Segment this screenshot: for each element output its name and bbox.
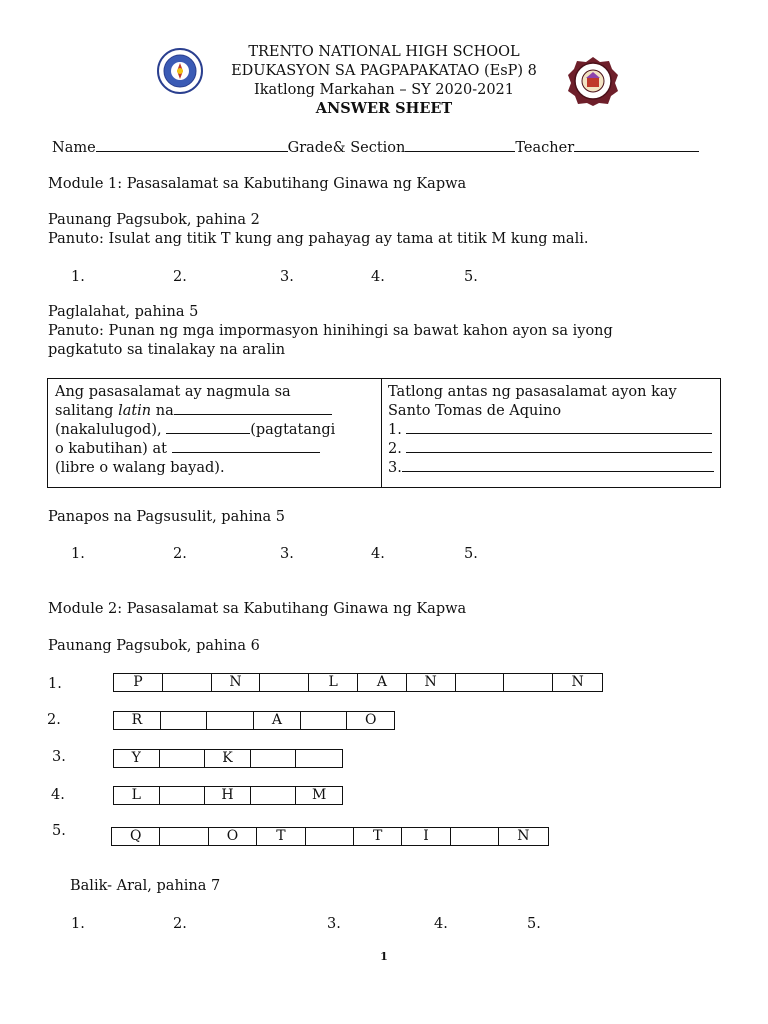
answer-item[interactable]: 4. [371,269,385,285]
blank-field[interactable] [406,421,712,434]
letter-cell[interactable] [163,674,212,691]
grade-section-field[interactable] [405,139,515,152]
box-left-line: Ang pasasalamat ay nagmula sa [55,384,291,400]
letter-grid-5 [111,827,549,846]
module1-synthesis-instruction: Panuto: Punan ng mga impormasyon hinihingi sa bawat kahon ayon sa iyong [48,323,613,339]
review-title: Balik- Aral, pahina 7 [70,878,221,894]
box-left-line [55,440,375,459]
letter-cell[interactable] [161,712,208,729]
letter-cell[interactable] [207,712,254,729]
box-left-text: na [151,403,174,419]
letter-grid-2 [113,711,395,730]
letter-cell[interactable] [160,787,206,804]
letter-cell: K [205,750,251,767]
name-label: Name [52,140,96,156]
page-number: 1 [380,950,388,963]
letter-cell: L [114,787,160,804]
box-left-line [55,402,375,421]
letter-grid-4 [113,786,343,805]
answer-item[interactable]: 3. [280,546,294,562]
info-line [52,139,699,156]
answer-item[interactable]: 3. [327,916,341,932]
letter-cell: A [358,674,407,691]
puzzle-label: 2. [47,712,61,728]
letter-cell: R [114,712,161,729]
module1-title: Module 1: Pasasalamat sa Kabutihang Ginawa ng Kapwa [48,176,467,192]
answer-item[interactable]: 1. [71,269,85,285]
letter-cell: Q [112,828,160,845]
subject-title: EDUKASYON SA PAGPAPAKATAO (EsP) 8 [231,63,537,79]
module1-synthesis-instruction-2: pagkatuto sa tinalakay na aralin [48,342,286,358]
letter-cell: N [212,674,261,691]
letter-cell[interactable] [301,712,348,729]
blank-field[interactable] [166,421,250,434]
answer-item[interactable]: 2. [173,546,187,562]
answer-item[interactable]: 5. [464,546,478,562]
module1-pretest-title: Paunang Pagsubok, pahina 2 [48,212,260,228]
puzzle-label: 4. [51,787,65,803]
latin-word: latin [118,403,152,419]
letter-cell[interactable] [451,828,499,845]
letter-cell[interactable] [160,828,208,845]
box-left-text: o kabutihan) at [55,441,167,457]
letter-cell: T [257,828,305,845]
letter-cell: H [205,787,251,804]
letter-grid-1 [113,673,603,692]
box-left-text: salitang [55,403,119,419]
letter-cell: T [354,828,402,845]
letter-cell[interactable] [251,750,297,767]
module2-pretest-title: Paunang Pagsubok, pahina 6 [48,638,260,654]
review-items [0,916,768,934]
letter-cell: Y [114,750,160,767]
letter-cell[interactable] [251,787,297,804]
letter-grid-3 [113,749,343,768]
module1-posttest-items [0,546,768,564]
answer-item[interactable]: 2. [173,916,187,932]
answer-item[interactable]: 1. [71,546,85,562]
item-number: 2. [388,441,402,457]
teacher-label: Teacher [515,140,575,156]
letter-cell: N [407,674,456,691]
letter-cell: L [309,674,358,691]
letter-cell[interactable] [160,750,206,767]
module1-posttest-title: Panapos na Pagsusulit, pahina 5 [48,509,286,525]
answer-item[interactable]: 5. [464,269,478,285]
answer-item[interactable]: 1. [71,916,85,932]
item-number: 3. [388,460,402,476]
school-name: TRENTO NATIONAL HIGH SCHOOL [248,44,520,60]
module1-pretest-items [0,269,768,287]
latin-blank[interactable] [174,402,332,415]
letter-cell: P [114,674,163,691]
letter-cell[interactable] [306,828,354,845]
blank-field[interactable] [402,459,714,472]
letter-cell[interactable] [504,674,553,691]
box-left-text: (pagtatangi [250,422,336,438]
answer-item[interactable]: 4. [434,916,448,932]
letter-cell[interactable] [296,750,342,767]
answer-item[interactable]: 4. [371,546,385,562]
answer-item[interactable]: 2. [173,269,187,285]
sheet-title: ANSWER SHEET [315,100,453,117]
synthesis-box [47,378,721,488]
blank-field[interactable] [172,440,320,453]
box-left-cell [55,383,375,478]
letter-cell[interactable] [456,674,505,691]
box-right-cell [388,383,718,478]
grade-section-label: Grade& Section [287,140,406,156]
module2-title: Module 2: Pasasalamat sa Kabutihang Ginawa ng Kapwa [48,601,467,617]
box-left-text: (nakalulugod), [55,422,162,438]
module1-synthesis-title: Paglalahat, pahina 5 [48,304,199,320]
answer-item[interactable]: 5. [527,916,541,932]
box-right-line: Santo Tomas de Aquino [388,403,562,419]
box-right-line: Tatlong antas ng pasasalamat ayon kay [388,384,677,400]
box-divider [381,379,382,487]
box-right-item [388,421,718,440]
blank-field[interactable] [406,440,712,453]
term-title: Ikatlong Markahan – SY 2020-2021 [253,82,515,98]
puzzle-label: 5. [52,823,66,839]
letter-cell[interactable] [260,674,309,691]
letter-cell: N [517,828,530,844]
box-right-item [388,459,718,478]
letter-cell: I [402,828,450,845]
box-left-line [55,421,375,440]
box-right-item [388,440,718,459]
letter-cell: O [365,712,377,728]
answer-item[interactable]: 3. [280,269,294,285]
letter-cell: A [254,712,301,729]
letter-cell: M [312,787,327,803]
puzzle-label: 1. [48,676,62,692]
letter-cell: N [571,674,584,690]
name-field[interactable] [96,139,288,152]
item-number: 1. [388,422,402,438]
module1-pretest-instruction: Panuto: Isulat ang titik T kung ang pahayag ay tama at titik M kung mali. [48,231,589,247]
box-left-line: (libre o walang bayad). [55,460,225,476]
puzzle-label: 3. [52,749,66,765]
teacher-field[interactable] [574,139,699,152]
letter-cell: O [209,828,257,845]
